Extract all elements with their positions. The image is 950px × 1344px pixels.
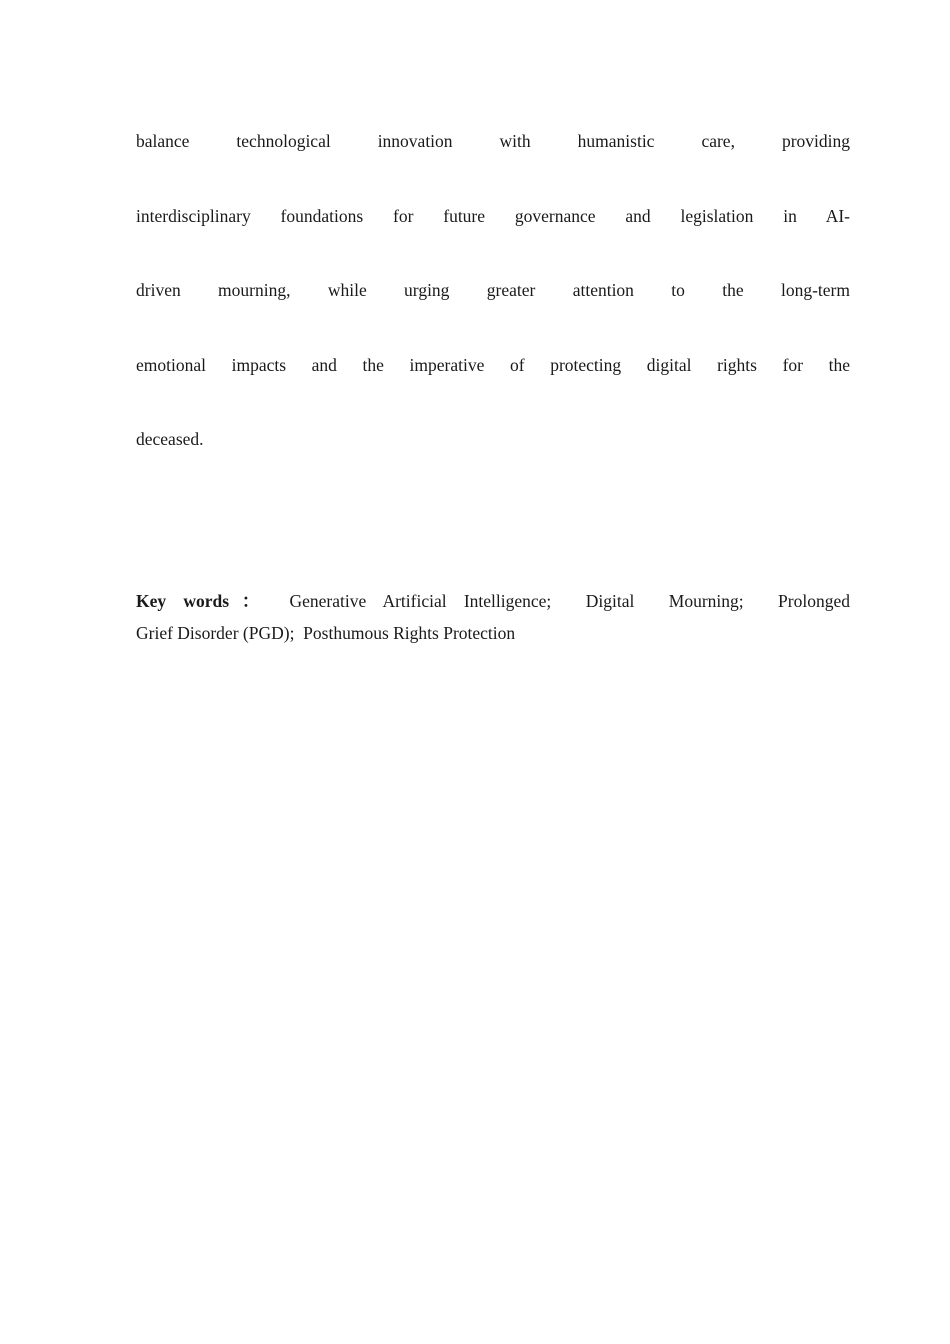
- paragraph-line: emotional impacts and the imperative of protecting digital rights for the: [136, 354, 850, 375]
- keywords-line: Grief Disorder (PGD); Posthumous Rights Protection: [136, 622, 516, 643]
- abstract-paragraph: [136, 104, 850, 477]
- paragraph-line: driven mourning, while urging greater attention to the long-term: [136, 280, 850, 300]
- paragraph-line: deceased.: [136, 429, 204, 449]
- keywords-line: [136, 585, 850, 617]
- page-content: [136, 104, 850, 649]
- paragraph-line: balance technological innovation with humanistic care, providing: [136, 131, 850, 151]
- keywords-text: Generative Artificial Intelligence; Digital Mourning; Prolonged: [272, 590, 850, 611]
- keywords-section: [136, 585, 850, 649]
- paragraph-line: interdisciplinary foundations for future governance and legislation in AI-: [136, 205, 850, 226]
- keywords-label: Key words：: [136, 590, 273, 611]
